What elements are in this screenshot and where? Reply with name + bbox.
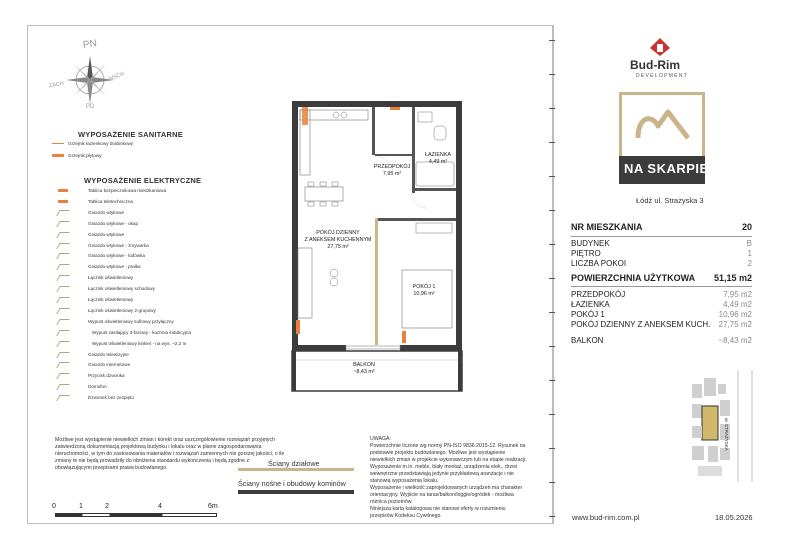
legend-electrical-item: Łącznik oświetleniowy bbox=[88, 297, 134, 302]
detail-row bbox=[571, 239, 752, 248]
bud-rim-logo-icon bbox=[648, 36, 672, 58]
brand-sub: DEVELOPMENT bbox=[636, 73, 689, 79]
load-bearing-wall-swatch bbox=[238, 490, 354, 494]
balcony-label: BALKON bbox=[571, 336, 604, 345]
room-area-row bbox=[571, 290, 752, 299]
uwaga-title: UWAGA: bbox=[370, 436, 391, 442]
project-address: Łódź ul. Strażyska 3 bbox=[636, 196, 704, 205]
room-area-label: POKÓJ DZIENNY Z ANEKSEM KUCH. bbox=[571, 320, 711, 329]
room-area-row bbox=[571, 310, 752, 319]
uwaga-line: niewielkich zmian w projekcie wykonawczym lub na etapie realizacji. bbox=[370, 457, 527, 464]
detail-value: 2 bbox=[747, 259, 752, 268]
electrical-legend-title: WYPOSAŻENIE ELEKTRYCZNE bbox=[84, 176, 202, 185]
legend-electrical-symbol bbox=[58, 200, 68, 203]
apartment-number-row bbox=[571, 222, 752, 232]
uwaga-line: wewnętrzne przedstawiają jedynie przykładową aranżacje i nie bbox=[370, 471, 514, 478]
uwaga-line: Powierzchnie liczone wg normy PN-ISO 9836:2015-12. Rysunek na podstawie projektu budowlanego. Możliwe jest wystąpienie bbox=[370, 443, 526, 457]
scale-label: 4 bbox=[158, 503, 162, 510]
balcony-value: ~8,43 m2 bbox=[718, 336, 752, 345]
room-area: 7,95 m² bbox=[382, 170, 402, 177]
room-area: 4,49 m² bbox=[428, 158, 448, 165]
legend-electrical-item: Gniazdo wtykowe bbox=[88, 210, 125, 215]
legend-electrical-item: Gniazdo wtykowe - okap bbox=[88, 221, 139, 226]
usable-area-row bbox=[571, 273, 752, 283]
legend-electrical-item: Domofon bbox=[88, 384, 107, 389]
room-area: 10,96 m² bbox=[413, 290, 435, 297]
room-area: 27,75 m² bbox=[327, 243, 349, 250]
room-area-row bbox=[571, 300, 752, 309]
room-name: POKÓJ DZIENNY bbox=[316, 230, 360, 236]
scale-label: 1 bbox=[79, 503, 83, 510]
detail-label: PIĘTRO bbox=[571, 249, 601, 258]
legend-electrical-item: Tablica bezpiecznikowa mieszkaniowa bbox=[88, 188, 167, 193]
uwaga-line: orientacyjny. Wyjście na taras/balkon/loggie/ogródek - możliwa bbox=[370, 492, 514, 499]
detail-value: 1 bbox=[747, 249, 752, 258]
room-area-value: 7,95 m2 bbox=[723, 290, 752, 299]
load-bearing-wall-label: Ściany nośne i obudowy kominów bbox=[238, 479, 346, 488]
compass-south: PD bbox=[86, 104, 95, 110]
legend-electrical-symbol bbox=[58, 189, 68, 192]
partition-wall-swatch bbox=[238, 468, 354, 471]
apartment-number: 20 bbox=[741, 222, 752, 232]
divider bbox=[571, 286, 752, 287]
usable-area-value: 51,15 m2 bbox=[713, 273, 752, 283]
uwaga-line: Wyposażenie m.in. meble, biały montaż, urządzenia elek., drzwi bbox=[370, 464, 517, 471]
room-area-label: ŁAZIENKA bbox=[571, 300, 610, 309]
legend-electrical-item: Wypust oświetleniowy kinkiet - na wys. ~2,2 m bbox=[92, 341, 187, 346]
legend-electrical-item: Gniazdo wtykowe - pralka bbox=[88, 264, 141, 269]
brand-name: Bud-Rim bbox=[630, 58, 680, 72]
legend-electrical-item: Gniazdo internetowe bbox=[88, 362, 131, 367]
legend-electrical-item: Przycisk dzwonka bbox=[88, 373, 125, 378]
legend-electrical-item: Wypust zasilający 3-fazowy - kuchnia indukcyjna bbox=[92, 330, 192, 335]
room-area-value: 10,96 m2 bbox=[718, 310, 752, 319]
usable-area-label: POWIERZCHNIA UŻYTKOWA bbox=[571, 273, 696, 283]
balcony-row bbox=[571, 336, 752, 345]
compass-west: ZACH bbox=[48, 80, 65, 90]
legend-electrical-item: Łącznik oświetleniowy schodowy bbox=[88, 286, 155, 291]
uwaga-note bbox=[370, 436, 548, 520]
apartment-number-label: NR MIESZKANIA bbox=[571, 222, 643, 232]
room-name: BALKON bbox=[353, 362, 375, 368]
legend-electrical-item: Gniazdo wtykowe - lodówka bbox=[88, 253, 145, 258]
website-url: www.bud-rim.com.pl bbox=[572, 513, 640, 522]
divider-line bbox=[553, 25, 554, 524]
mountain-icon bbox=[634, 108, 692, 146]
uwaga-line: przepisów Kodeksu Cywilnego. bbox=[370, 513, 442, 520]
room-label-przedpokoj bbox=[370, 164, 414, 178]
legend-electrical-item: Gniazdo telewizyjne bbox=[88, 352, 129, 357]
detail-row bbox=[571, 249, 752, 258]
room-label-balkon bbox=[344, 362, 384, 376]
divider bbox=[571, 236, 752, 237]
room-area-label: PRZEDPOKÓJ bbox=[571, 290, 626, 299]
room-area-row bbox=[571, 320, 752, 329]
legend-electrical-item: Gniazdo wtykowe - zmywarka bbox=[88, 243, 149, 248]
sanitary-legend-title: WYPOSAŻENIE SANITARNE bbox=[78, 130, 183, 139]
room-label-pokoj1 bbox=[406, 284, 442, 298]
room-label-pokoj-dzienny bbox=[296, 230, 380, 250]
room-area: ~8,43 m² bbox=[353, 368, 375, 375]
panel-radiator-symbol bbox=[52, 154, 64, 157]
scale-bar bbox=[55, 513, 217, 517]
card-date: 18.05.2026 bbox=[715, 513, 753, 522]
detail-value: B bbox=[746, 239, 752, 248]
ladder-radiator-symbol bbox=[52, 143, 64, 144]
uwaga-line: różnica poziomów. bbox=[370, 499, 413, 506]
uwaga-line: stanowią wyposażenia lokalu. bbox=[370, 478, 439, 485]
detail-row bbox=[571, 259, 752, 268]
uwaga-line: Wyposażenie i wielkość zaprojektowanych urządzeń ma charakter bbox=[370, 485, 523, 492]
partition-wall-label: Ściany działowe bbox=[268, 459, 320, 468]
scale-label: 0 bbox=[52, 503, 56, 510]
detail-label: LICZBA POKOI bbox=[571, 259, 627, 268]
legend-electrical-item: Łącznik oświetleniowy bbox=[88, 275, 134, 280]
uwaga-line: Niniejsza karta katalogowa nie stanowi oferty w rozumieniu bbox=[370, 506, 506, 513]
scale-label: 6m bbox=[208, 503, 218, 510]
legend-electrical-item: Tablica teletechniczna bbox=[88, 199, 133, 204]
room-area-value: 4,49 m2 bbox=[723, 300, 752, 309]
legend-electrical-item: Łącznik oświetleniowy 2-grupowy bbox=[88, 308, 156, 313]
project-name: NA SKARPIE bbox=[624, 161, 709, 176]
compass-north: PN bbox=[82, 38, 98, 51]
site-street-label: ul. STRAŻYSKA bbox=[724, 418, 729, 451]
disclaimer-left: Możliwe jest wystąpienie niewielkich zmian i korekt oraz uszczegółowienie rozwiązań przyjętych zatwierdzoną dokumentacją projektową budynku i lokalu oraz w planie zagospodarowania nieruchomości, w tym do zastosowania materiałów i rozwiązań zamiennych nie gorszej jakości, o ile zmiany te nie będą prowadziły do obniżenia standardu wykończenia i będą zgodne z obowiązującymi przepisami prawa budowlanego. bbox=[55, 437, 285, 472]
room-name: POKÓJ 1 bbox=[412, 284, 436, 290]
room-label-lazienka bbox=[416, 152, 460, 166]
room-name-line2: Z ANEKSEM KUCHENNYM bbox=[304, 236, 372, 243]
scale-label: 2 bbox=[105, 503, 109, 510]
legend-sanitary-item: Grzejnik łazienkowy drabinkowy bbox=[68, 141, 134, 146]
detail-label: BUDYNEK bbox=[571, 239, 610, 248]
legend-sanitary-item: Grzejnik płytowy bbox=[68, 153, 102, 158]
legend-electrical-item: Dzwonek bez zezpiętu bbox=[88, 395, 134, 400]
room-name: ŁAZIENKA bbox=[424, 152, 452, 158]
legend-electrical-item: Gniazdo wtykowe bbox=[88, 232, 125, 237]
legend-electrical-item: Wypust oświetleniowy sufitowy przyłączny bbox=[88, 319, 174, 324]
room-name: PRZEDPOKÓJ bbox=[373, 164, 411, 170]
compass-east: WSCH bbox=[107, 71, 126, 83]
room-area-value: 27,75 m2 bbox=[718, 320, 752, 329]
room-area-label: POKÓJ 1 bbox=[571, 310, 605, 319]
